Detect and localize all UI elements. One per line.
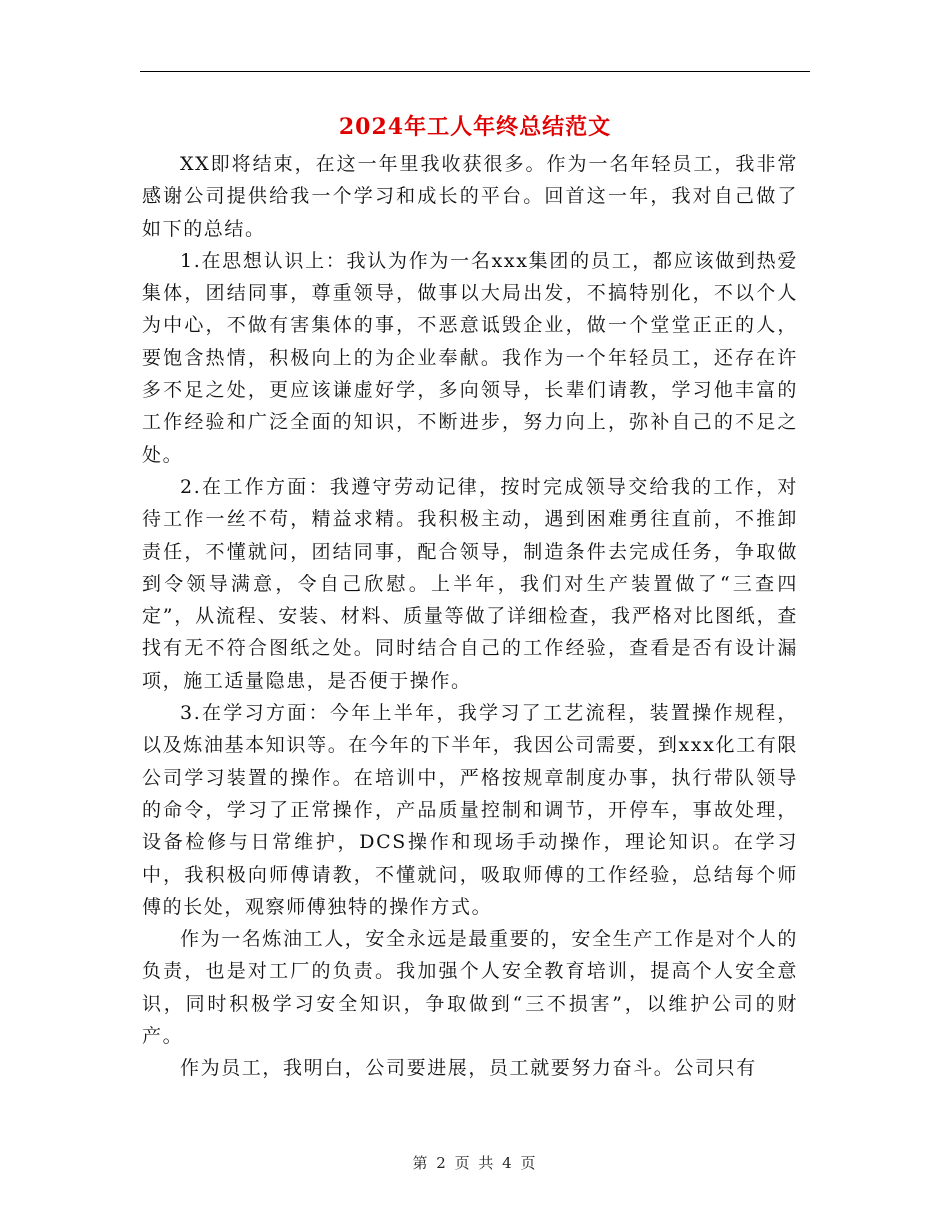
paragraph-thought: 1.在思想认识上：我认为作为一名xxx集团的员工，都应该做到热爱集体，团结同事，尊重领导，做事以大局出发，不搞特别化，不以个人为中心，不做有害集体的事，不恶意诋毁企业，做一个堂堂正正的人，要饱含热情，积极向上的为企业奉献。我作为一个年轻员工，还存在许多不足之处，更应该谦虚好学，多向领导，长辈们请教，学习他丰富的工作经验和广泛全面的知识，不断进步，努力向上，弥补自己的不足之处。 [142, 249, 798, 466]
document-title: 2024年工人年终总结范文 [338, 114, 612, 140]
paragraph-safety: 作为一名炼油工人，安全永远是最重要的，安全生产工作是对个人的负责，也是对工厂的负责。我加强个人安全教育培训，提高个人安全意识，同时积极学习安全知识，争取做到“三不损害”，以维护公司的财产。 [142, 928, 799, 1048]
page-number-footer: 第 2 页 共 4 页 [412, 1154, 538, 1172]
paragraph-study: 3.在学习方面：今年上半年，我学习了工艺流程，装置操作规程，以及炼油基本知识等。在今年的下半年，我因公司需要，到xxx化工有限公司学习装置的操作。在培训中，严格按规章制度办事，执行带队领导的命令，学习了正常操作，产品质量控制和调节，开停车，事故处理，设备检修与日常维护，DCS操作和现场手动操作，理论知识。在学习中，我积极向师傅请教，不懂就问，吸取师傅的工作经验，总结每个师傅的长处，观察师傅独特的操作方式。 [142, 702, 798, 918]
paragraph-employee: 作为员工，我明白，公司要进展，员工就要努力奋斗。公司只有 [180, 1057, 757, 1080]
paragraph-intro: XX即将结束，在这一年里我收获很多。作为一名年轻员工，我非常感谢公司提供给我一个学习和成长的平台。回首这一年，我对自己做了如下的总结。 [142, 153, 798, 240]
paragraph-work: 2.在工作方面：我遵守劳动记律，按时完成领导交给我的工作，对待工作一丝不苟，精益求精。我积极主动，遇到困难勇往直前，不推卸责任，不懂就问，团结同事，配合领导，制造条件去完成任务，争取做到令领导满意，令自己欣慰。上半年，我们对生产装置做了“三查四定”，从流程、安装、材料、质量等做了详细检查，我严格对比图纸，查找有无不符合图纸之处。同时结合自己的工作经验，查看是否有设计漏项，施工适量隐患，是否便于操作。 [142, 475, 798, 692]
document-body [142, 148, 798, 1085]
header-rule [140, 71, 810, 72]
